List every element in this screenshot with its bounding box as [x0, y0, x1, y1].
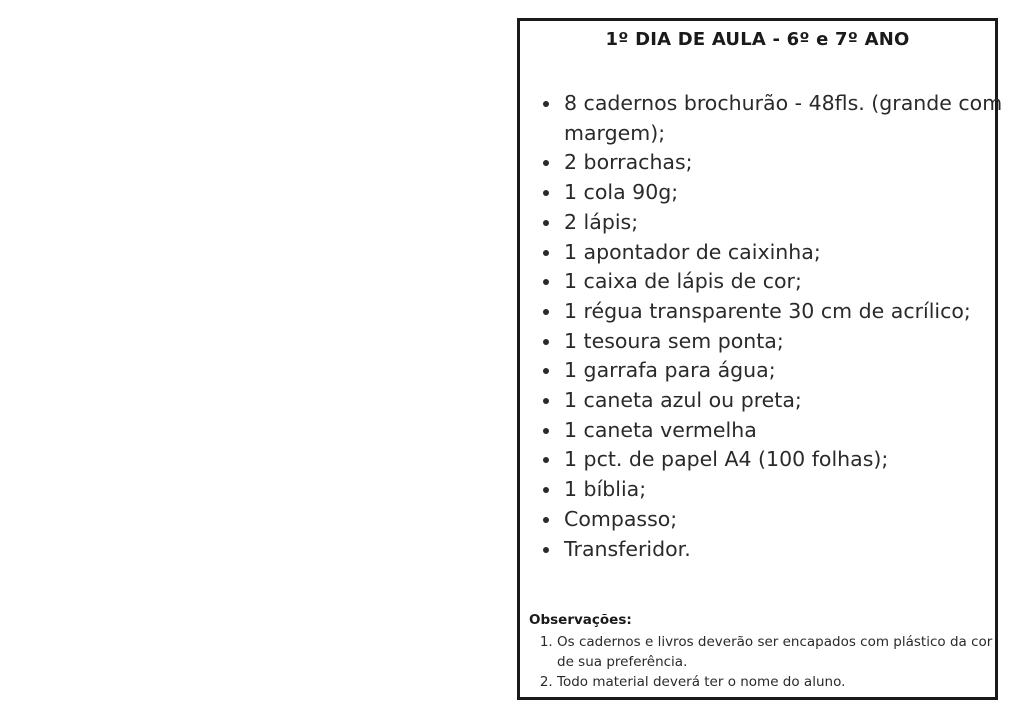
- observation-item: 2. Todo material deverá ter o nome do aluno.: [557, 672, 997, 692]
- list-item: • 1 caneta azul ou preta;: [562, 386, 1010, 416]
- observations-heading: Observações:: [529, 612, 632, 628]
- list-item: • 1 cola 90g;: [562, 178, 1010, 208]
- list-item: • 2 borrachas;: [562, 148, 1010, 178]
- document-title: 1º DIA DE AULA - 6º e 7º ANO: [605, 29, 910, 50]
- list-item: • 1 caixa de lápis de cor;: [562, 267, 1010, 297]
- list-item: • 8 cadernos brochurão - 48fls. (grande com margem);: [562, 89, 1010, 148]
- observations-list: [529, 632, 997, 692]
- list-item: • 1 caneta vermelha: [562, 416, 1010, 446]
- list-item: • Compasso;: [562, 505, 1010, 535]
- list-item: • Transferidor.: [562, 535, 1010, 565]
- list-item: • 1 pct. de papel A4 (100 folhas);: [562, 445, 1010, 475]
- list-item: • 1 tesoura sem ponta;: [562, 327, 1010, 357]
- list-item: • 1 bíblia;: [562, 475, 1010, 505]
- list-item: • 2 lápis;: [562, 208, 1010, 238]
- supply-list: [538, 89, 1010, 564]
- list-item: • 1 apontador de caixinha;: [562, 238, 1010, 268]
- observation-item: 1. Os cadernos e livros deverão ser encapados com plástico da cor de sua preferência.: [557, 632, 997, 672]
- supply-list-card: [517, 18, 1003, 700]
- list-item: • 1 garrafa para água;: [562, 356, 1010, 386]
- list-item: • 1 régua transparente 30 cm de acrílico;: [562, 297, 1010, 327]
